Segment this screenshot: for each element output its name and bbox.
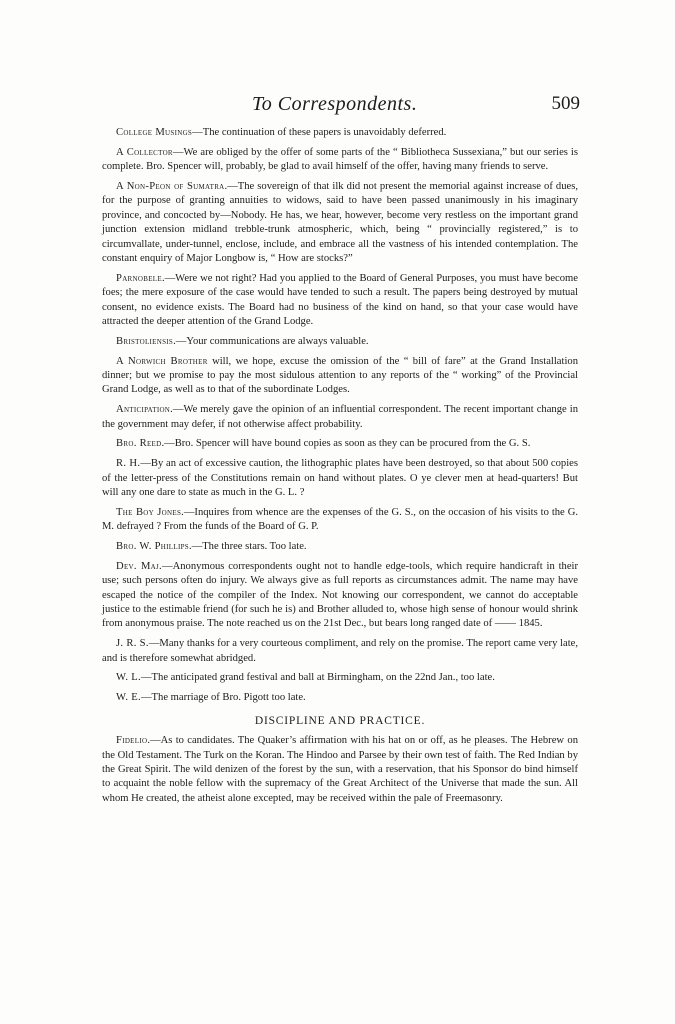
note-text: .—We merely gave the opinion of an influential correspondent. The recent important change in the government may defer, if not otherwise affect probability.: [102, 404, 578, 430]
section-heading: DISCIPLINE AND PRACTICE.: [254, 714, 426, 727]
note-text: —Many thanks for a very courteous compliment, and rely on the promise. The report came very late, and is therefore somewhat abridged.: [102, 638, 578, 664]
note-text: .—Were we not right? Had you applied to the Board of General Purposes, you must have become foes; the mere exposure of the case would have tended to such a result. The papers being destroyed by mutual consent, no evidence exists. The Board had no business of the kind on hand, so that your case would have attracted the deeper attention of the Grand Lodge.: [102, 272, 578, 328]
note-paragraph: [102, 540, 578, 554]
running-title: To Correspondents.: [252, 93, 418, 115]
section-lead: Fidelio: [116, 735, 148, 747]
page-number: 509: [551, 93, 580, 114]
note-paragraph: [102, 637, 578, 666]
note-text: —The marriage of Bro. Pigott too late.: [140, 692, 306, 704]
note-lead: Anticipation: [116, 404, 171, 416]
section-paragraph: [102, 734, 578, 806]
note-paragraph: [102, 146, 578, 175]
note-text: .—The three stars. Too late.: [188, 541, 307, 553]
note-lead: The Boy Jones: [116, 506, 182, 518]
section-text: .—As to candidates. The Quaker’s affirmation with his hat on or off, as he pleases. The Hebrew on the Old Testament. The Turk on the Koran. The Hindoo and Parsee by their own test of faith. The Red Indian by the Great Spirit. The wild denizen of the forest by the sun, with a reservation, that his Sponsor do bind himself to acquaint the noble fellow with the supremacy of the Great Architect of the Universe that made the sun. All whom He created, the atheist alone excepted, may be received within the pale of Freemasonry.: [102, 735, 578, 804]
note-text: will, we hope, excuse the omission of the “ bill of fare” at the Grand Installation dinner; but we promise to pay the most sidulous attention to any reports of the “ working” of the Provincial Grand Lodge, as well as to that of the subordinate Lodges.: [102, 355, 578, 396]
note-lead: R. H.: [116, 458, 141, 470]
note-lead: Dev. Maj.: [116, 560, 163, 572]
note-paragraph: [102, 126, 578, 140]
note-paragraph: [102, 355, 578, 398]
note-text: .—Bro. Spencer will have bound copies as soon as they can be procured from the G. S.: [161, 438, 531, 450]
note-text: —By an act of excessive caution, the lithographic plates have been destroyed, so that about 500 copies of the letter-press of the Constitutions remain on hand without plates. O ye clever men at head-quarters! But will any one dare to state as much in the G. L. ?: [102, 458, 578, 499]
note-lead: A Norwich Brother: [116, 355, 208, 367]
note-paragraph: [102, 335, 578, 349]
note-lead: Bristoliensis: [116, 335, 174, 347]
note-lead: A Non-Peon of Sumatra: [116, 181, 225, 192]
note-paragraph: [102, 506, 578, 535]
note-lead: Parnobele: [116, 272, 162, 284]
note-paragraph: [102, 180, 578, 266]
note-lead: A Collector: [116, 146, 173, 158]
note-lead: College Musings: [116, 127, 193, 138]
note-text: .—Inquires from whence are the expenses of the G. S., on the occasion of his visits to the G. M. defrayed ? From the funds of the Board of G. P.: [102, 506, 578, 533]
note-text: —The continuation of these papers is unavoidably deferred.: [192, 127, 447, 138]
note-text: .—Your communications are always valuable.: [173, 335, 369, 347]
note-lead: Bro. Reed: [116, 438, 162, 450]
correspondents-notes: [102, 126, 578, 812]
note-text: —The anticipated grand festival and ball at Birmingham, on the 22nd Jan., too late.: [140, 672, 495, 684]
note-lead: W. E.: [116, 692, 141, 704]
page-header: [100, 93, 580, 123]
note-paragraph: [102, 457, 578, 500]
note-lead: W. L.: [116, 672, 141, 684]
note-paragraph: [102, 437, 578, 451]
note-paragraph: [102, 691, 578, 705]
note-text: —Anonymous correspondents ought not to handle edge-tools, which require handicraft in their use; such persons often do injury. We always give as full reports as circumstances admit. The name may have escaped the notice of the compiler of the Index. Not knowing our correspondent, we cannot do acceptable justice to the estimable friend (for such he is) and Brother alluded to, whose high sense of honour would shrink from anonymous praise. The note reached us on the 21st Dec., but bears long ranged date of —— 1845.: [102, 560, 579, 630]
note-paragraph: [102, 560, 578, 632]
note-paragraph: [102, 403, 578, 432]
note-paragraph: [102, 671, 578, 685]
note-paragraph: [102, 272, 578, 330]
note-text: —We are obliged by the offer of some parts of the “ Bibliotheca Sussexiana,” but our series is complete. Bro. Spencer will, probably, be glad to avail himself of the offer, having many friends to serve.: [102, 146, 578, 173]
note-text: .—The sovereign of that ilk did not present the memorial against increase of dues, for the purpose of granting annuities to widows, said to have been passed unanimously in his imaginary province, and concocted by—Nobody. He has, we hear, however, become very restless on the important grand junction extension midland trebble-trunk atmospheric, which, being “ provincially registered,” is to circumvallate, under-tunnel, enclose, include, and embrace all the vastness of his intended contemplation. The constant enquiry of Major Longbow is, “ How are stocks?”: [102, 181, 578, 265]
note-lead: J. R. S.: [116, 638, 149, 650]
note-lead: Bro. W. Phillips: [116, 541, 189, 553]
